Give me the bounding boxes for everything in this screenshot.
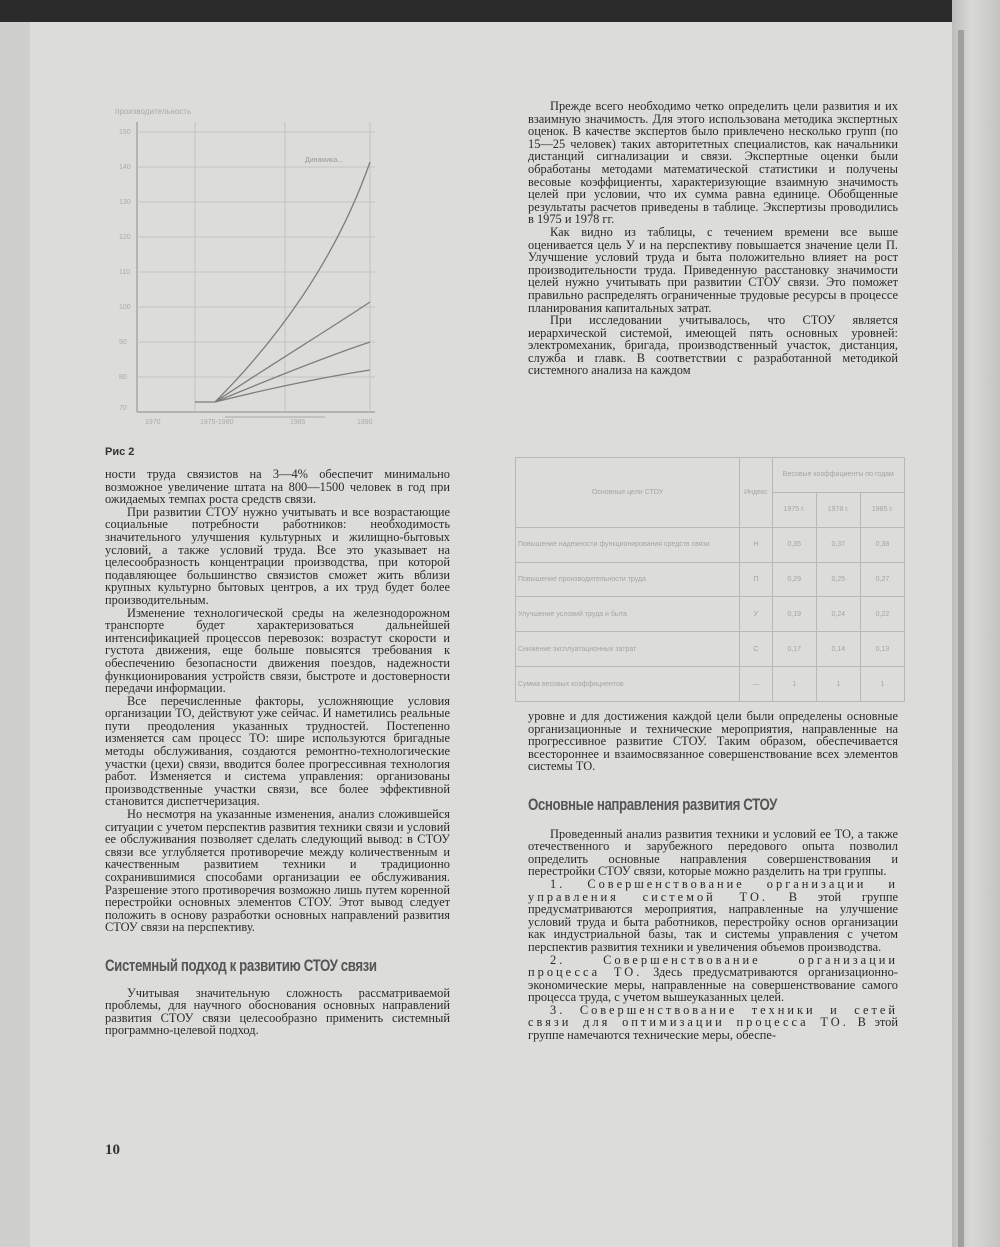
right-paragraph-1: Прежде всего необходимо четко определить цели развития и их взаимную значимость. Для этого использована методика экспертных оценок. В качестве экспертов было привлечено несколько групп (по 15—25 человек) таких авторитетных специалистов, как начальники дистанций сигнализации и связи. Экспертные оценки были обработаны методами математической статистики и получены весовые коэффициенты, характеризующие взаимную значимость целей при условии, что их сумма равна единице. Обобщенные результаты расчетов приведены в таблице. Экспертизы проводились в 1975 и 1978 гг. xyxy=(528,99,898,227)
table-header-group: Весовые коэффициенты по годам xyxy=(772,458,904,493)
right-column-bottom xyxy=(528,710,898,1042)
figure-ylabel: производительность xyxy=(115,107,192,116)
table-row: Снижение эксплуатационных затрат С 0,17 0,14 0,13 xyxy=(516,632,905,667)
curve-3 xyxy=(215,342,370,402)
right-paragraph-directions: Проведенный анализ развития техники и условий ее ТО, а также отечественного и зарубежного передового опыта позволил определить основные направления совершенствования и перестройки СТОУ связи, которые можно разделить на три группы. xyxy=(528,826,898,879)
right-paragraph-3: При исследовании учитывалось, что СТОУ является иерархической системой, имеющей пять основных уровней: электромеханик, бригада, производственный участок, дистанция, служба и главк. В соответствии с разработанной методикой системного анализа на каждом xyxy=(528,313,898,378)
right-after-table-paragraph: уровне и для достижения каждой цели были определены основные организационные и технические мероприятия, направленные на прогрессивное развитие СТОУ. Таким образом, обеспечивается всестороннее и взаимосвязанное совершенствование всех элементов системы ТО. xyxy=(528,709,898,774)
svg-text:110: 110 xyxy=(119,269,131,276)
svg-text:140: 140 xyxy=(119,164,131,171)
curve-label: Динамика... xyxy=(305,157,344,164)
left-closing-paragraph: Учитывая значительную сложность рассматриваемой проблемы, для научного обоснования основных направлений развития СТОУ связи целесообразно применить системный программно-целевой подход. xyxy=(105,985,450,1038)
table-row: Улучшение условий труда и быта У 0,19 0,24 0,22 xyxy=(516,597,905,632)
figure-caption: Рис 2 xyxy=(105,446,135,458)
trend-curves xyxy=(215,162,370,402)
curve-2 xyxy=(215,302,370,402)
table-header-year: 1978 г. xyxy=(816,492,860,527)
group-2-text: Здесь предусматриваются организационно-экономические меры, направленные на совершенствование самого процесса труда, с учетом вышеуказанных целей. xyxy=(528,965,898,1005)
group-3-paragraph xyxy=(528,1004,898,1042)
scan-shadow xyxy=(958,30,964,1247)
chart-figure-2 xyxy=(105,102,385,432)
svg-text:1985: 1985 xyxy=(290,419,306,426)
svg-text:80: 80 xyxy=(119,374,127,381)
left-column xyxy=(105,468,450,1037)
group-3-text: В этой группе намечаются технические меры, обеспе- xyxy=(528,1015,898,1043)
section-heading-directions: Основные направления развития СТОУ xyxy=(528,794,777,814)
table-row: Повышение надежности функционирования средств связи Н 0,35 0,37 0,38 xyxy=(516,527,905,562)
group-1-text: В этой группе предусматриваются мероприятия, направленные на улучшение условий труда и быта работников, перестройку основ организации как индустриальной базы, так и системы управления с учетом перспектив развития техники и увеличения объемов производства. xyxy=(528,889,898,954)
group-2-title: 2. Совершенствование организации процесса ТО. xyxy=(528,952,898,980)
x-tick-labels xyxy=(145,419,373,426)
curve-1 xyxy=(215,162,370,402)
svg-text:70: 70 xyxy=(119,405,127,412)
left-paragraph-1: ности труда связистов на 3—4% обеспечит минимально возможное увеличение штата на 800—1500 человек в год при ожидаемых темпах роста средств связи. xyxy=(105,467,450,507)
table-total-row: Сумма весовых коэффициентов — 1 1 1 xyxy=(516,667,905,702)
weights-table xyxy=(515,457,905,702)
group-1-title: 1. Совершенствование организации и управления системой ТО. xyxy=(528,876,898,904)
table-row: Повышение производительности труда П 0,29 0,25 0,27 xyxy=(516,562,905,597)
right-column-top xyxy=(528,100,898,377)
right-paragraph-2: Как видно из таблицы, с течением времени все выше оценивается цель У и на перспективу повышается значение цели П. Улучшение условий труда и быта положительно влияет на рост производительности труда. Приведенную расстановку значимости целей нужно учитывать при развитии СТОУ связи. Это поможет правильно распределять ограниченные трудовые ресурсы в процессе планирования капитальных затрат. xyxy=(528,224,898,315)
svg-text:90: 90 xyxy=(119,339,127,346)
figure-2 xyxy=(105,102,385,432)
page-number: 10 xyxy=(105,1142,120,1158)
document-page xyxy=(30,22,952,1247)
svg-text:130: 130 xyxy=(119,199,131,206)
svg-text:1975-1980: 1975-1980 xyxy=(200,419,234,426)
group-3-title: 3. Совершенствование техники и сетей связи для оптимизации процесса ТО. xyxy=(528,1002,898,1030)
section-heading-systems: Системный подход к развитию СТОУ связи xyxy=(105,955,377,975)
left-paragraph-2: При развитии СТОУ нужно учитывать и все возрастающие социальные потребности работников: необходимость значительного улучшения культурных и жилищно-бытовых условий, а также условий труда. Все это указывает на целесообразность концентрации производства, при которой подавляющее большинство связистов сможет жить вблизи крупных культурно бытовых центров, а их труд будет более производительным. xyxy=(105,504,450,607)
svg-text:120: 120 xyxy=(119,234,131,241)
table-header-year: 1975 г. xyxy=(772,492,816,527)
table-header-year: 1985 г. xyxy=(860,492,904,527)
svg-text:150: 150 xyxy=(119,129,131,136)
left-paragraph-5: Но несмотря на указанные изменения, анализ сложившейся ситуации с учетом перспектив развития техники связи и условий ее обслуживания позволяет сделать следующий вывод: в СТОУ связи все углубляется противоречие между количественным и качественным развитием техники и традиционно сохранившимися способами организации ее обслуживания. Разрешение этого противоречия возможно лишь путем коренной перестройки основных элементов СТОУ. Этот вывод следует положить в основу разработки основных направлений развития СТОУ связи на перспективу. xyxy=(105,807,450,935)
group-1-paragraph xyxy=(528,878,898,954)
svg-text:1990: 1990 xyxy=(357,419,373,426)
left-paragraph-3: Изменение технологической среды на железнодорожном транспорте будет характеризоваться дальнейшей интенсификацией процессов перевозок: возрастут скорости и густота движения, еще больше повысятся требования к обеспечению безопасности движения поездов, надежности функционирования устройств связи, быстроте и достоверности передачи информации. xyxy=(105,605,450,696)
table-header-index: Индекс xyxy=(740,458,773,528)
grid-lines xyxy=(137,122,375,412)
y-tick-labels xyxy=(119,129,131,412)
table-header-goal: Основные цели СТОУ xyxy=(516,458,740,528)
svg-text:100: 100 xyxy=(119,304,131,311)
scan-top-edge xyxy=(0,0,1000,22)
svg-text:1970: 1970 xyxy=(145,419,161,426)
group-2-paragraph xyxy=(528,954,898,1004)
left-paragraph-4: Все перечисленные факторы, усложняющие условия организации ТО, действуют уже сейчас. И наметились реальные пути преодоления указанных трудностей. Постепенно изменяется сам процесс ТО: шире используются бригадные методы обслуживания, создаются ремонтно-технологические участки (цехи) связи, вводится более прогрессивная технология работ. Изменяется и система управления: организованы производственные участки связи, все более эффективной становится диспетчеризация. xyxy=(105,693,450,809)
